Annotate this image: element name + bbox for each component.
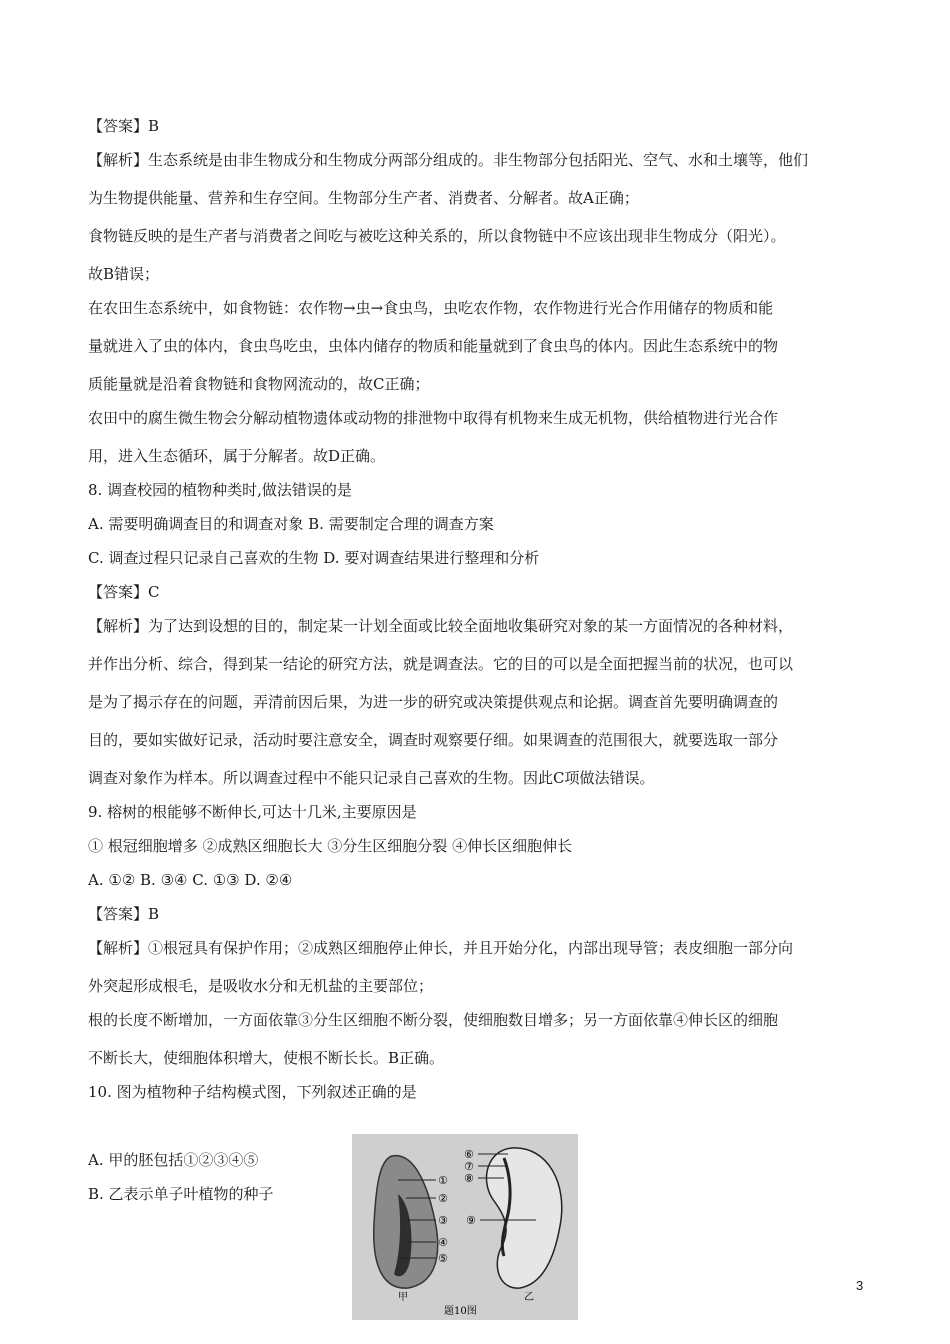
analysis-7-line-3: 食物链反映的是生产者与消费者之间吃与被吃这种关系的，所以食物链中不应该出现非生物成分（阳光）。	[88, 227, 786, 245]
page-number: 3	[856, 1278, 864, 1293]
label-1: ①	[438, 1174, 448, 1187]
analysis-8-line-3: 是为了揭示存在的问题，弄清前因后果，为进一步的研究或决策提供观点和论据。调查首先要明确调查的	[88, 693, 779, 711]
analysis-8-line-2: 并作出分析、综合，得到某一结论的研究方法，就是调查法。它的目的可以是全面把握当前的状况，也可以	[88, 655, 794, 673]
label-6: ⑥	[464, 1148, 474, 1161]
analysis-7-line-2: 为生物提供能量、营养和生存空间。生物部分生产者、消费者、分解者。故A正确；	[88, 189, 639, 207]
seed-diagram	[352, 1134, 578, 1320]
answer-9: 【答案】B	[88, 905, 160, 923]
figure-caption: 题10图	[444, 1306, 477, 1317]
answer-7: 【答案】B	[88, 117, 160, 135]
question-10: 10. 图为植物种子结构模式图，下列叙述正确的是	[88, 1083, 417, 1101]
question-8: 8. 调查校园的植物种类时,做法错误的是	[88, 481, 352, 499]
analysis-9-line-2: 外突起形成根毛，是吸收水分和无机盐的主要部位；	[88, 977, 434, 995]
analysis-8-line-1: 【解析】为了达到设想的目的，制定某一计划全面或比较全面地收集研究对象的某一方面情况的各种材料，	[88, 617, 794, 635]
label-4: ④	[438, 1236, 448, 1249]
question-8-options-cd: C. 调查过程只记录自己喜欢的生物 D. 要对调查结果进行整理和分析	[88, 549, 540, 567]
question-9: 9. 榕树的根能够不断伸长,可达十几米,主要原因是	[88, 803, 417, 821]
analysis-7-line-6: 量就进入了虫的体内，食虫鸟吃虫，虫体内储存的物质和能量就到了食虫鸟的体内。因此生态系统中的物	[88, 337, 779, 355]
analysis-7-line-4: 故B错误；	[88, 265, 160, 283]
analysis-7-line-5: 在农田生态系统中，如食物链：农作物→虫→食虫鸟，虫吃农作物，农作物进行光合作用储存的物质和能	[88, 299, 774, 317]
analysis-9-line-3: 根的长度不断增加，一方面依靠③分生区细胞不断分裂，使细胞数目增多；另一方面依靠④伸长区的细胞	[88, 1011, 779, 1029]
seed-structure-figure	[352, 1134, 578, 1320]
analysis-7-line-1: 【解析】生态系统是由非生物成分和生物成分两部分组成的。非生物部分包括阳光、空气、水和土壤等，他们	[88, 151, 809, 169]
caption-jia: 甲	[398, 1292, 408, 1303]
analysis-9-line-4: 不断长大，使细胞体积增大，使根不断长长。B正确。	[88, 1049, 445, 1067]
label-2: ②	[438, 1192, 448, 1205]
label-7: ⑦	[464, 1160, 474, 1173]
analysis-8-line-5: 调查对象作为样本。所以调查过程中不能只记录自己喜欢的生物。因此C项做法错误。	[88, 769, 655, 787]
question-10-option-b: B. 乙表示单子叶植物的种子	[88, 1185, 274, 1203]
caption-yi: 乙	[524, 1292, 534, 1303]
analysis-8-line-4: 目的，要如实做好记录，活动时要注意安全，调查时观察要仔细。如果调查的范围很大，就要选取一部分	[88, 731, 779, 749]
analysis-7-line-9: 用，进入生态循环，属于分解者。故D正确。	[88, 447, 386, 465]
analysis-9-line-1: 【解析】①根冠具有保护作用；②成熟区细胞停止伸长，并且开始分化，内部出现导管；表皮细胞一部分向	[88, 939, 794, 957]
label-5: ⑤	[438, 1252, 448, 1265]
question-8-options-ab: A. 需要明确调查目的和调查对象 B. 需要制定合理的调查方案	[88, 515, 494, 533]
label-8: ⑧	[464, 1172, 474, 1185]
question-10-option-a: A. 甲的胚包括①②③④⑤	[88, 1151, 259, 1169]
analysis-7-line-7: 质能量就是沿着食物链和食物网流动的，故C正确；	[88, 375, 430, 393]
question-9-options: A. ①② B. ③④ C. ①③ D. ②④	[88, 871, 293, 889]
seed-yi-outline	[486, 1148, 561, 1288]
question-9-statements: ① 根冠细胞增多 ②成熟区细胞长大 ③分生区细胞分裂 ④伸长区细胞伸长	[88, 837, 573, 855]
label-9: ⑨	[466, 1214, 476, 1227]
label-3: ③	[438, 1214, 448, 1227]
answer-8: 【答案】C	[88, 583, 160, 601]
analysis-7-line-8: 农田中的腐生微生物会分解动植物遗体或动物的排泄物中取得有机物来生成无机物，供给植物进行光合作	[88, 409, 779, 427]
